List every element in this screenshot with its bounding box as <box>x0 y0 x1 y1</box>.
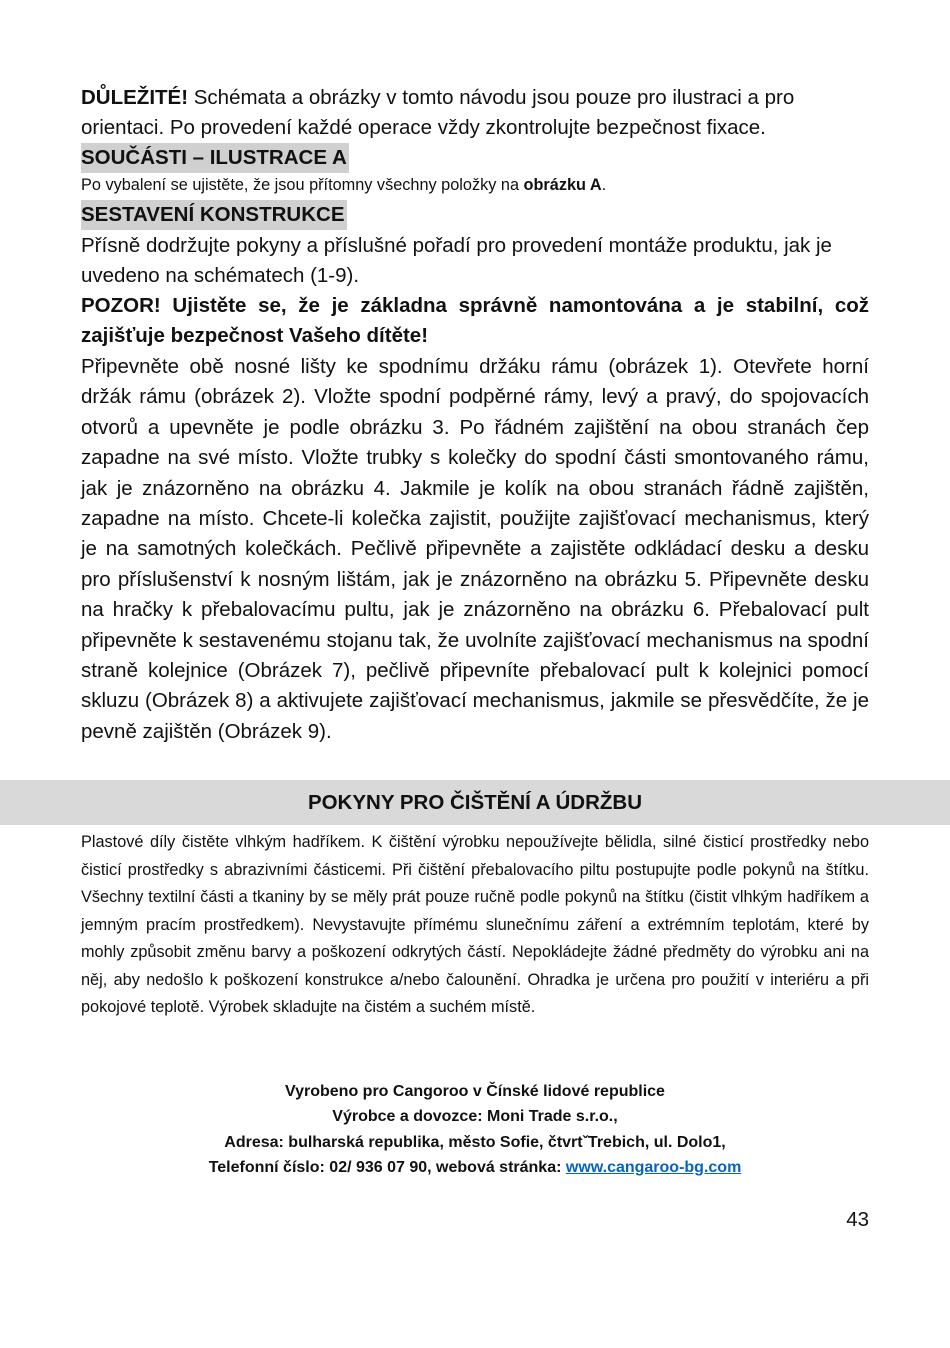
parts-text-end: . <box>601 176 607 194</box>
parts-heading: SOUČÁSTI – ILUSTRACE A <box>81 143 349 173</box>
cleaning-body: Plastové díly čistěte vlhkým hadříkem. K čištění výrobku nepoužívejte bělidla, silné čisticí prostředky nebo čisticí prostředky s abrazivními částicemi. Při čištění přebalovacího piltu postupujte podle pokynů na štítku. Všechny textilní části a tkaniny by se měly prát pouze ručně podle pokynů na štítku (čistit vlhkým hadříkem a jemným pracím prostředkem). Nevystavujte přímému slunečnímu záření a extrémním teplotám, které by mohly způsobit změnu barvy a poškození odkrytých částí. Nepokládejte žádné předměty do výrobku ani na něj, aby nedošlo k poškození konstrukce a/nebo čalounění. Ohradka je určena pro použití v interiéru a při pokojové teplotě. Výrobek skladujte na čistém a suchém místě. <box>81 833 869 1016</box>
assembly-heading-row <box>81 200 869 230</box>
footer-line-1: Vyrobeno pro Cangoroo v Čínské lidové republice <box>285 1083 665 1100</box>
footer-line-3: Adresa: bulharská republika, město Sofie, čtvrtˇTrebich, ul. Dolo1, <box>224 1133 726 1151</box>
footer-phone: Telefonní číslo: 02/ 936 07 90, webová stránka: <box>208 1158 566 1176</box>
assembly-body: Připevněte obě nosné lišty ke spodnímu držáku rámu (obrázek 1). Otevřete horní držák rámu (obrázek 2). Vložte spodní podpěrné rámy, levý a pravý, do spojovacích otvorů a upevněte je podle obrázku 3. Po řádném zajištění na obou stranách čep zapadne na své místo. Vložte trubky s kolečky do spodní části smontovaného rámu, jak je znázorněno na obrázku 4. Jakmile je kolík na obou stranách řádně zajištěn, zapadne na místo. Chcete-li kolečka zajistit, použijte zajišťovací mechanismus, který je na samotných kolečkách. Pečlivě připevněte a zajistěte odkládací desku a desku pro příslušenství k nosným lištám, jak je znázorněno na obrázku 5. Připevněte desku na hračky k přebalovacímu pultu, jak je znázorněno na obrázku 6. Přebalovací pult připevněte k sestavenému stojanu tak, že uvolníte zajišťovací mechanismus na spodní straně kolejnice (Obrázek 7), pečlivě připevníte přebalovací pult k kolejnici pomocí skluzu (Obrázek 8) a aktivujete zajišťovací mechanismus, jakmile se přesvědčíte, že je pevně zajištěn (Obrázek 9). <box>81 355 869 743</box>
important-label: DŮLEŽITÉ! <box>81 86 189 109</box>
footer-line-4 <box>81 1155 869 1180</box>
important-text: Schémata a obrázky v tomto návodu jsou pouze pro ilustraci a pro orientaci. Po provedení každé operace vždy zkontrolujte bezpečnost fixace. <box>81 86 795 140</box>
footer-line-2: Výrobce a dovozce: Moni Trade s.r.o., <box>332 1108 618 1126</box>
assembly-intro: Přísně dodržujte pokyny a příslušné pořadí pro provedení montáže produktu, jak je uvedeno na schématech (1-9). <box>81 234 832 288</box>
assembly-warning: POZOR! Ujistěte se, že je základna správně namontována a je stabilní, což zajišťuje bezpečnost Vašeho dítěte! <box>81 294 869 348</box>
parts-heading-row <box>81 143 869 173</box>
parts-text <box>81 172 869 200</box>
important-note <box>81 83 869 144</box>
website-link[interactable]: www.cangaroo-bg.com <box>565 1158 742 1176</box>
parts-text-bold: obrázku A <box>523 176 602 194</box>
cleaning-heading: POKYNY PRO ČIŠTĚNÍ A ÚDRŽBU <box>0 780 950 825</box>
page-number: 43 <box>846 1208 869 1231</box>
parts-text-main: Po vybalení se ujistěte, že jsou přítomny všechny položky na <box>81 176 524 194</box>
assembly-heading: SESTAVENÍ KONSTRUKCE <box>81 200 347 230</box>
manufacturer-info <box>81 1079 869 1180</box>
